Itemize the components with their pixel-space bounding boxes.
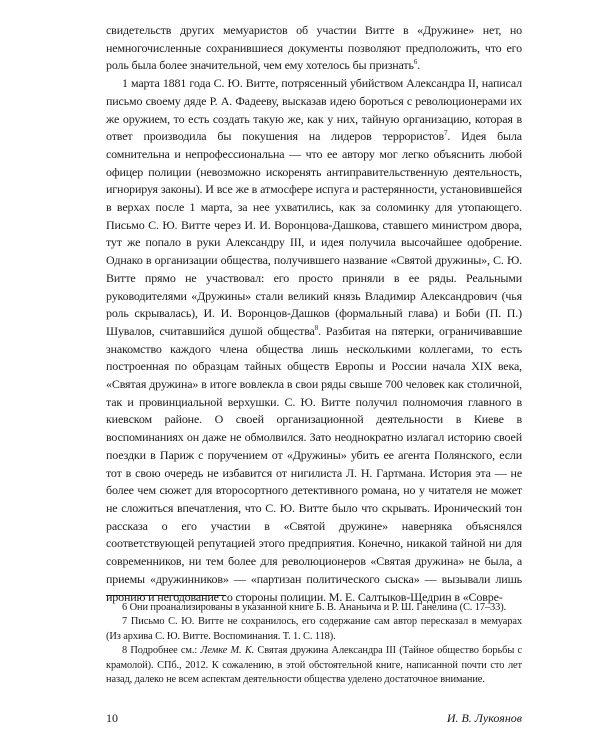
footnote-ref: 6 bbox=[413, 58, 418, 67]
body-text bbox=[106, 22, 522, 606]
footnote-ref: 7 bbox=[444, 129, 448, 138]
footnote-8: 8 Подробнее см.: Лемке М. К. Святая дружина Александра III (Тайное общество борьбы с крамолой). СПб., 2012. К сожалению, в этой обстоятельной книге, написанной почти сто лет назад, далеко не всем аспектам деятельности общества уделено достаточное внимание. bbox=[106, 645, 522, 686]
cited-author: Лемке М. К. bbox=[200, 645, 255, 657]
footnote-6: 6 Они проанализированы в указанной книге Б. В. Ананьича и Р. Ш. Ганелина (С. 17–33). bbox=[122, 602, 507, 613]
footnotes bbox=[106, 601, 522, 687]
paragraph: 1 марта 1881 года С. Ю. Витте, потрясенный убийством Александра II, написал письмо своему дяде Р. А. Фадееву, высказав идею бороться с революционерами их же оружием, то есть создать такую же, как у них, тайную организацию, которая в ответ производила бы покушения на лидеров террористов$^7$. Идея была сомнительна и непрофессиональна — что ее автору мог легко объяснить любой офицер полиции (невозможно искоренять антиправительственную деятельность, игнорируя законы). И все же в атмосфере испуга и растерянности, установившейся в верхах после 1 марта, за нее ухватились, как за соломинку для утопающего. Письмо С. Ю. Витте через И. И. Воронцова-Дашкова, ставшего министром двора, тут же попало в руки Александру III, и идея получила высочайшее одобрение. Однако в организации общества, получившего название «Святой дружины», С. Ю. Витте прямо не участвовал: его просто приняли в ее ряды. Реальными руководителями «Дружины» стали великий князь Владимир Александрович (чья роль скрывалась), И. И. Воронцов-Дашков (формальный глава) и Боби (П. П.) Шувалов, считавшийся душой общества$^8$. Разбитая на пятерки, ограничивавшие знакомство каждого члена общества лишь несколькими коллегами, то есть построенная по образцам тайных обществ Европы и России начала XIX века, «Святая дружина» в итоге вовлекла в свои ряды свыше 700 человек как столичной, так и провинциальной верхушки. С. Ю. Витте получил полномочия главного в киевском районе. О своей организационной деятельности в Киеве в воспоминаниях он даже не обмолвился. Зато неоднократно излагал историю своей поездки в Париж с поручением от «Дружины» убить ее агента Полянского, если тот в свою очередь не избавится от нигилиста Л. Н. Гартмана. История эта — не более чем сюжет для второсортного детективного романа, но у читателя не может не сложиться впечатления, что С. Ю. Витте было что скрывать. Иронический тон рассказа о его участии в «Святой дружине» наверняка объяснялся соответствующей репутацией этого предприятия. Конечно, никакой тайной ни для современников, ни тем более для революционеров «Святая дружина» не была, а приемы «дружинников» — «партизан политического сыска» — вызывали лишь иронию и негодование со стороны полиции. М. Е. Салтыков-Щедрин в «Совре- bbox=[106, 76, 522, 604]
footnote-divider bbox=[106, 595, 226, 596]
running-author: И. В. Лукоянов bbox=[446, 711, 522, 725]
paragraph: свидетельств других мемуаристов об участии Витте в «Дружине» нет, но немногочисленные сохранившиеся документы позволяют предположить, что его роль была более значительной, чем ему хотелось бы признать$^6$. bbox=[106, 23, 522, 73]
footnote-7: 7 Письмо С. Ю. Витте не сохранилось, его содержание сам автор пересказал в мемуарах (Из архива С. Ю. Витте. Воспоминания. Т. 1. С. 118). bbox=[106, 616, 522, 642]
footnote-ref: 8 bbox=[314, 323, 319, 332]
page-number: 10 bbox=[106, 711, 118, 725]
